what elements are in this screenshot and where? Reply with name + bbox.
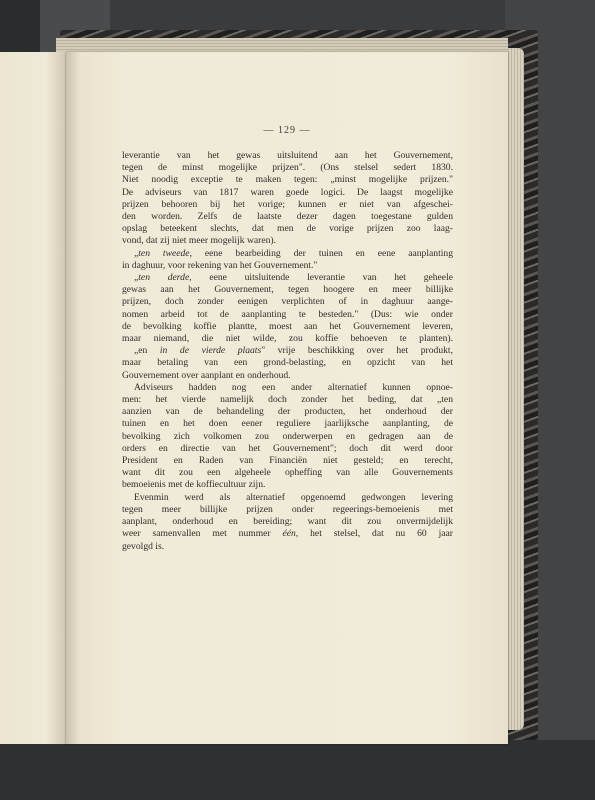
- text-segment: men: het vierde namelijk doch zonder het beding, dat „ten: [122, 394, 453, 406]
- text-line: [122, 260, 453, 272]
- text-segment: tegen de minst mogelijke prijzen". (Ons stelsel sedert 1830.: [122, 162, 453, 174]
- text-line: [122, 235, 453, 247]
- text-segment: prijzen behooren bij het vorige; kunnen er niet van afgeschei-: [122, 198, 453, 210]
- text-line: [122, 479, 453, 491]
- text-line: [122, 467, 453, 479]
- page-number: — 129 —: [263, 125, 311, 136]
- text-segment: aanplant, onderhoud en bereiding; want dit zou onvermijdelijk: [122, 516, 453, 528]
- text-line: [122, 309, 453, 321]
- italic-phrase: ten tweede: [138, 247, 190, 259]
- text-line: [122, 248, 453, 260]
- text-line: [122, 541, 453, 553]
- text-line: [122, 174, 453, 186]
- text-line: [122, 296, 453, 308]
- text-segment: , het stelsel, dat nu 60 jaar: [295, 528, 453, 540]
- text-line: [122, 162, 453, 174]
- text-segment: , eene uitsluitende leverantie van het geheele: [189, 272, 453, 284]
- text-segment: " vrije beschikking over het produkt,: [261, 345, 453, 357]
- text-segment: Evenmin werd als alternatief opgenoemd gedwongen levering: [134, 491, 453, 503]
- text-line: [122, 528, 453, 540]
- text-segment: Adviseurs hadden nog een ander alternatief kunnen opnoe-: [134, 381, 453, 393]
- text-segment: maar niemand, die niet wilde, zou koffie behoeven te planten).: [122, 333, 453, 345]
- text-segment: vond, dat zij niet meer mogelijk waren).: [122, 235, 276, 247]
- text-segment: weer samenvallen met nummer: [122, 528, 283, 540]
- text-segment: nomen arbeid tot de aanplanting te besteden." (Dus: wie onder: [122, 308, 453, 320]
- text-line: [122, 516, 453, 528]
- text-line: [122, 321, 453, 333]
- text-line: [122, 443, 453, 455]
- text-segment: leverantie van het gewas uitsluitend aan het Gouvernement,: [122, 150, 453, 161]
- text-line: [122, 211, 453, 223]
- text-line: [122, 272, 453, 284]
- text-segment: aanzien van de behandeling der producten, het onderhoud der: [122, 406, 453, 418]
- text-segment: Niet noodig exceptie te maken tegen: „minst mogelijke prijzen.": [122, 174, 453, 186]
- text-line: [122, 357, 453, 369]
- text-segment: want dit zou een algeheele opheffing van alle Gouvernements: [122, 467, 453, 479]
- italic-phrase: in de vierde plaats: [159, 345, 262, 357]
- background-bottom: [0, 740, 595, 800]
- page-body-text: [122, 150, 453, 553]
- text-line: [122, 333, 453, 345]
- text-line: [122, 394, 453, 406]
- text-line: [122, 150, 453, 162]
- text-segment: bemoeienis met de koffiecultuur zijn.: [122, 479, 266, 491]
- book-page: [66, 52, 508, 744]
- text-line: [122, 187, 453, 199]
- text-segment: „: [134, 247, 139, 259]
- text-segment: maar betaling van een grond-belasting, en opzicht van het: [122, 357, 453, 369]
- text-line: [122, 418, 453, 430]
- text-segment: in daghuur, voor rekening van het Gouvernement.": [122, 259, 318, 271]
- text-segment: bevolking zich volkomen zou onderwerpen en gedragen aan de: [122, 430, 453, 442]
- text-segment: „en: [134, 345, 160, 357]
- text-line: [122, 504, 453, 516]
- text-segment: den worden. Zelfs de laatste dezer dagen toegestane gulden: [122, 211, 453, 223]
- text-line: [122, 431, 453, 443]
- text-segment: De adviseurs van 1817 waren goede logici. De laagst mogelijke: [122, 186, 453, 198]
- text-segment: tuinen en het doen eener reguliere jaarlijksche aanplanting, de: [122, 418, 453, 430]
- text-line: [122, 284, 453, 296]
- text-line: [122, 370, 453, 382]
- text-segment: gewas aan het Gouvernement, tegen hoogere en meer billijke: [122, 284, 453, 296]
- text-line: [122, 345, 453, 357]
- text-segment: tegen meer billijke prijzen onder regeerings-bemoeienis met: [122, 503, 453, 515]
- text-segment: Gouvernement over aanplant en onderhoud.: [122, 369, 291, 381]
- text-segment: gevolgd is.: [122, 540, 165, 552]
- text-segment: , eene bearbeiding der tuinen en eene aanplanting: [189, 247, 453, 259]
- text-segment: „: [134, 272, 139, 284]
- text-line: [122, 455, 453, 467]
- text-segment: orders en directie van het Gouvernement"; doch dit werd door: [122, 442, 453, 454]
- text-segment: President en Raden van Financiën niet gesteld; en terecht,: [122, 455, 453, 467]
- text-segment: opslag beteekent slechts, dat men de vorige prijzen zoo laag-: [122, 223, 453, 235]
- text-segment: prijzen, doch zonder eenigen verplichten of in daghuur aange-: [122, 296, 453, 308]
- text-segment: de bevolking koffie plantte, moest aan het Gouvernement leveren,: [122, 320, 453, 332]
- text-line: [122, 406, 453, 418]
- italic-phrase: één: [282, 528, 296, 540]
- text-line: [122, 492, 453, 504]
- text-line: [122, 199, 453, 211]
- italic-phrase: ten derde: [138, 272, 190, 284]
- text-line: [122, 382, 453, 394]
- text-line: [122, 223, 453, 235]
- previous-page: [0, 52, 66, 744]
